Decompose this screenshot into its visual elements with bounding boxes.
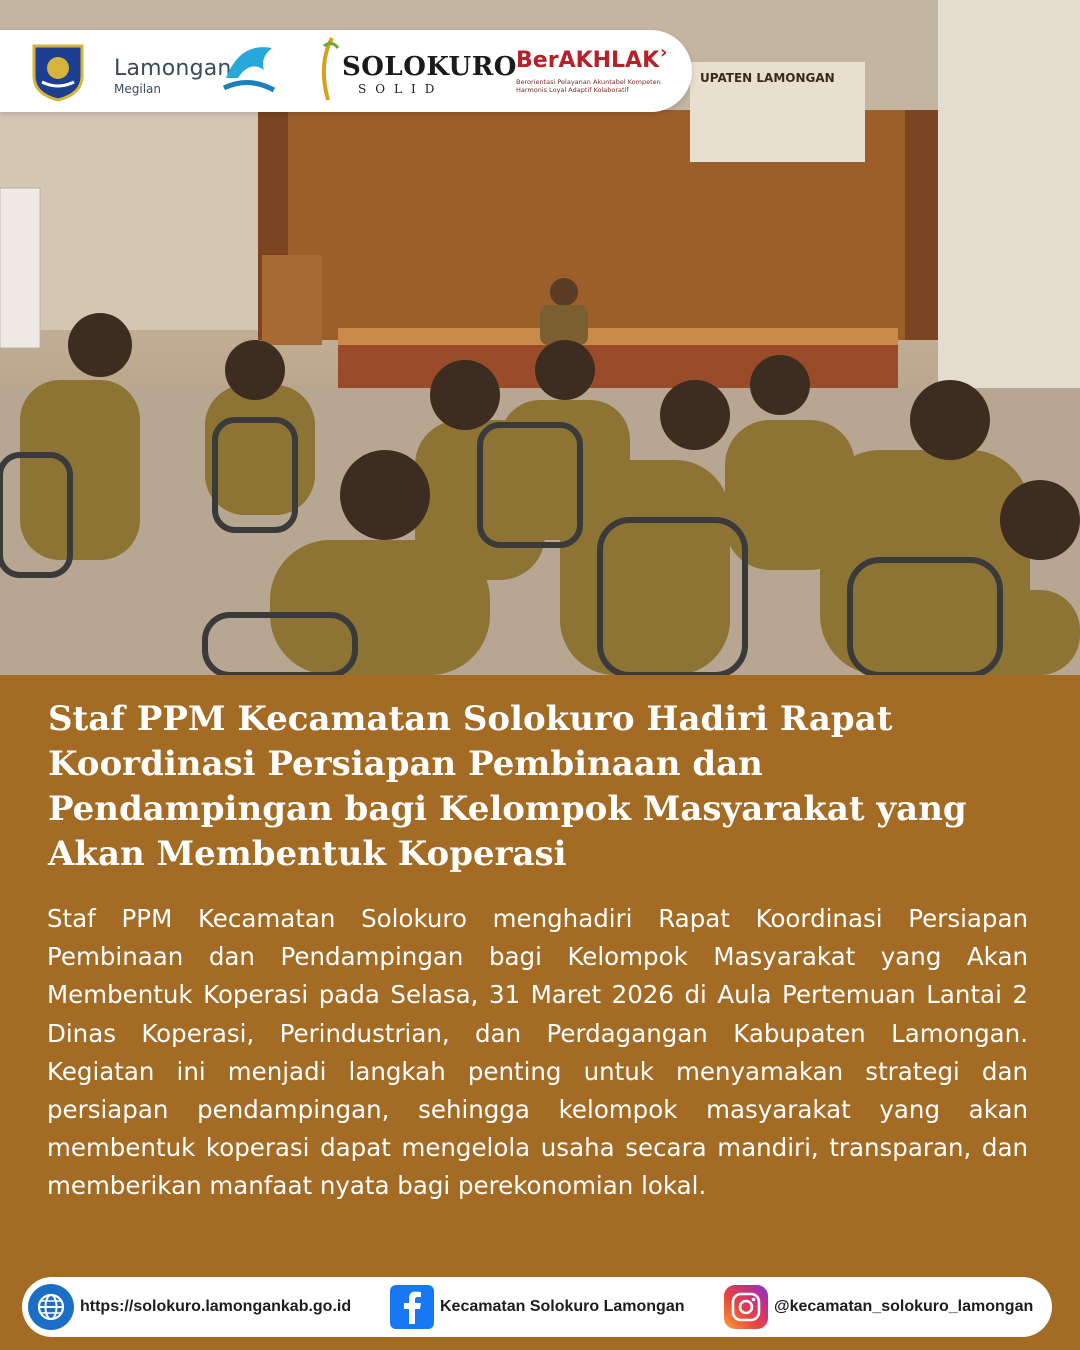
solokuro-logo-subtext: SOLID xyxy=(358,82,444,96)
instagram-link[interactable] xyxy=(724,1277,1033,1337)
berakhlak-logo xyxy=(514,40,684,102)
berakhlak-logo-subtext: Berorientasi Pelayanan Akuntabel Kompeten Harmonis Loyal Adaptif Kolaboratif xyxy=(516,78,661,94)
solokuro-solid-logo xyxy=(314,34,517,108)
facebook-link[interactable] xyxy=(390,1277,685,1337)
chevron-right-icon: › xyxy=(660,42,668,63)
instagram-handle: @kecamatan_solokuro_lamongan xyxy=(774,1298,1034,1315)
website-url: https://solokuro.lamongankab.go.id xyxy=(80,1298,352,1315)
logo-bar xyxy=(0,30,692,112)
rice-stalk-icon xyxy=(314,34,344,104)
article-body: Staf PPM Kecamatan Solokuro menghadiri Rapat Koordinasi Persiapan Pembinaan dan Pendampingan bagi Kelompok Masyarakat yang Akan Membentuk Koperasi pada Selasa, 31 Maret 2026 di Aula Pertemuan Lantai 2 Dinas Koperasi, Perindustrian, dan Perdagangan Kabupaten Lamongan. Kegiatan ini menjadi langkah penting untuk menyamakan strategi dan persiapan pendampingan, sehingga kelompok masyarakat yang akan membentuk koperasi dapat mengelola usaha secara mandiri, transparan, dan memberikan manfaat nyata bagi perekonomian lokal. xyxy=(47,904,1028,1201)
website-link[interactable] xyxy=(28,1277,351,1337)
facebook-page-name: Kecamatan Solokuro Lamongan xyxy=(440,1298,685,1315)
wall-sign: UPATEN LAMONGAN xyxy=(700,71,835,85)
lamongan-logo-subtext: Megilan xyxy=(114,82,161,96)
lamongan-logo-text: Lamongan xyxy=(114,56,232,81)
lamongan-megilan-logo xyxy=(112,38,282,104)
lamongan-regency-emblem-icon xyxy=(28,42,88,102)
footer-contact-bar xyxy=(22,1277,1052,1337)
article-title: Staf PPM Kecamatan Solokuro Hadiri Rapat Koordinasi Persiapan Pembinaan dan Pendampingan bagi Kelompok Masyarakat yang Akan Membentuk Koperasi xyxy=(48,699,967,874)
globe-icon xyxy=(28,1284,74,1330)
berakhlak-logo-text: BerAKHLAK xyxy=(516,48,660,73)
dolphin-icon xyxy=(220,38,278,98)
instagram-icon xyxy=(724,1285,768,1329)
solokuro-logo-text: SOLOKURO xyxy=(342,52,517,82)
facebook-icon xyxy=(390,1285,434,1329)
